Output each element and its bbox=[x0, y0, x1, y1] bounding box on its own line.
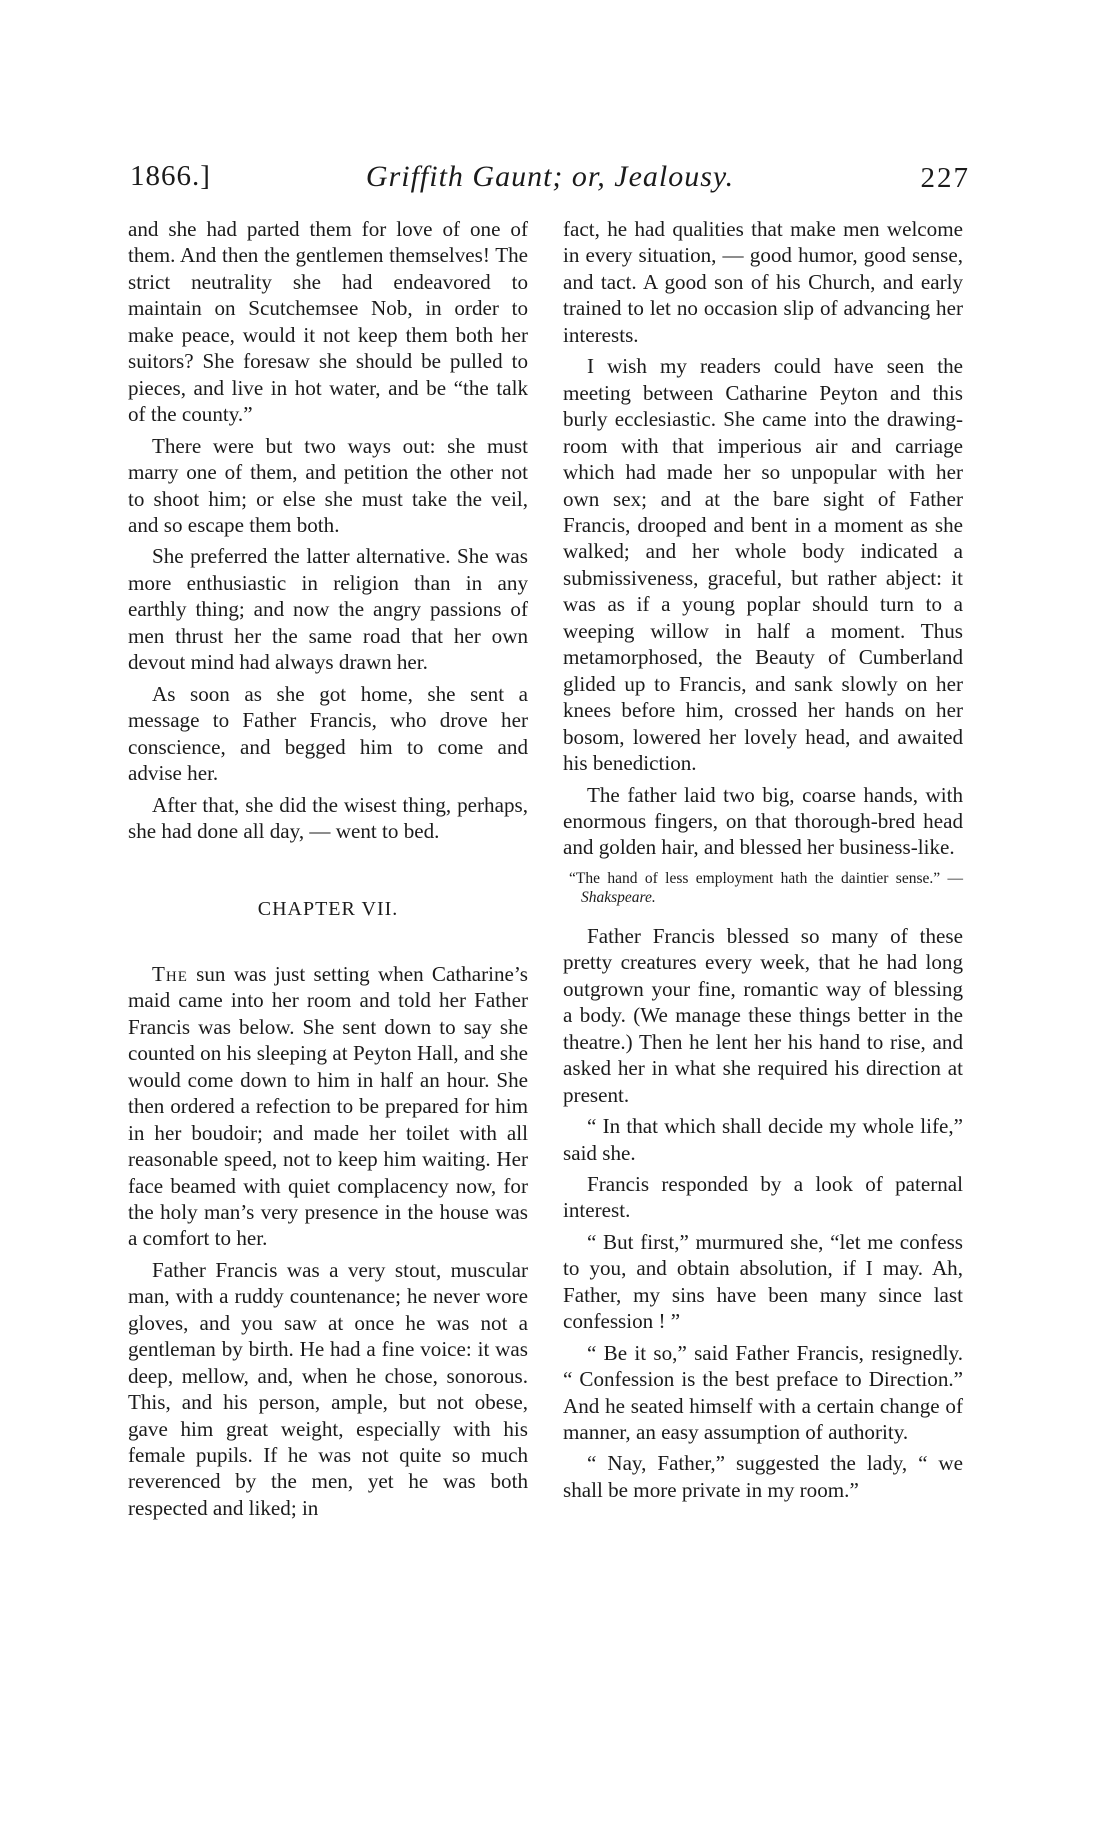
quote-attribution: Shakspeare. bbox=[581, 888, 656, 906]
paragraph-text: sun was just setting when Catharine’s maid came into her room and told her Father Francis was below. She sent down to say she counted on his sleeping at Peyton Hall, and she would come down to him in half an hour. She then ordered a refection to be prepared for him in her boudoir; and made her toilet with all reasonable speed, not to keep him waiting. Her face beamed with quiet complacency now, for the holy man’s very presence in the house was a comfort to her. bbox=[128, 961, 528, 1251]
quote-text: “The hand of less employment hath the daintier sense.” — bbox=[569, 869, 963, 887]
paragraph: “ In that which shall decide my whole life,” said she. bbox=[563, 1114, 963, 1165]
paragraph: She preferred the latter alternative. She was more enthusiastic in religion than in any earthly thing; and now the angry passions of men thrust her the same road that her own devout mind had always drawn her. bbox=[128, 544, 528, 675]
paragraph: The father laid two big, coarse hands, with enormous fingers, on that thorough-bred head and golden hair, and blessed her business-like. bbox=[563, 782, 963, 860]
paragraph: “ But first,” murmured she, “let me confess to you, and obtain absolution, if I may. Ah, Father, my sins have been many since last confession ! ” bbox=[563, 1229, 963, 1334]
paragraph: There were but two ways out: she must marry one of them, and petition the other not to shoot him; or else she must take the veil, and so escape them both. bbox=[128, 433, 528, 537]
chapter-lead-word: The bbox=[152, 961, 188, 986]
paragraph: Father Francis was a very stout, muscular man, with a ruddy countenance; he never wore gloves, and you saw at once he was not a gentleman by birth. He had a fine voice: it was deep, mellow, and, when he chose, sonorous. This, and his person, ample, but not obese, gave him great weight, especially with his female pupils. If he was not quite so much reverenced by the men, yet he was both respected and liked; in bbox=[128, 1257, 528, 1520]
right-column bbox=[563, 216, 963, 1503]
paragraph: “ Nay, Father,” suggested the lady, “ we shall be more private in my room.” bbox=[563, 1451, 963, 1502]
epigraph-quote bbox=[563, 869, 963, 907]
paragraph: and she had parted them for love of one of them. And then the gentlemen themselves! The strict neutrality she had endeavored to maintain on Scutchemsee Nob, in order to make peace, would it not keep them both her suitors? She foresaw she should be pulled to pieces, and live in hot water, and be “the talk of the county.” bbox=[128, 217, 528, 427]
paragraph: Francis responded by a look of paternal interest. bbox=[563, 1171, 963, 1223]
running-header bbox=[130, 160, 970, 204]
paragraph: After that, she did the wisest thing, perhaps, she had done all day, — went to bed. bbox=[128, 792, 528, 843]
paragraph: As soon as she got home, she sent a message to Father Francis, who drove her conscience, and begged him to come and advise her. bbox=[128, 681, 528, 786]
paragraph bbox=[128, 961, 528, 1252]
chapter-heading: CHAPTER VII. bbox=[257, 898, 399, 921]
paragraph: Father Francis blessed so many of these pretty creatures every week, that he had long outgrown your fine, romantic way of blessing a body. (We manage these things better in the theatre.) Then he lent her his hand to rise, and asked her in what she required his direction at present. bbox=[563, 923, 963, 1107]
header-title: Griffith Gaunt; or, Jealousy. bbox=[365, 160, 735, 193]
paragraph: fact, he had qualities that make men welcome in every situation, — good humor, good sense, and tact. A good son of his Church, and early trained to let no occasion slip of advancing her interests. bbox=[563, 217, 963, 347]
page-number: 227 bbox=[920, 162, 970, 194]
header-date: 1866.] bbox=[130, 160, 211, 192]
paragraph: I wish my readers could have seen the meeting between Catharine Peyton and this burly ecclesiastic. She came into the drawing-room with that imperious air and carriage which had made her so unpopular with her own sex; and at the bare sight of Father Francis, drooped and bent in a moment as she walked; and her whole body indicated a submissiveness, graceful, but rather abject: it was as if a young poplar should turn to a weeping willow in half a moment. Thus metamorphosed, the Beauty of Cumberland glided up to Francis, and sank slowly on her knees before him, crossed her hands on her bosom, lowered her lovely head, and awaited his benediction. bbox=[563, 354, 963, 776]
paragraph: “ Be it so,” said Father Francis, resignedly. “ Confession is the best preface to Direction.” And he seated himself with a certain change of manner, an easy assumption of authority. bbox=[563, 1340, 963, 1445]
left-column bbox=[128, 216, 528, 1521]
